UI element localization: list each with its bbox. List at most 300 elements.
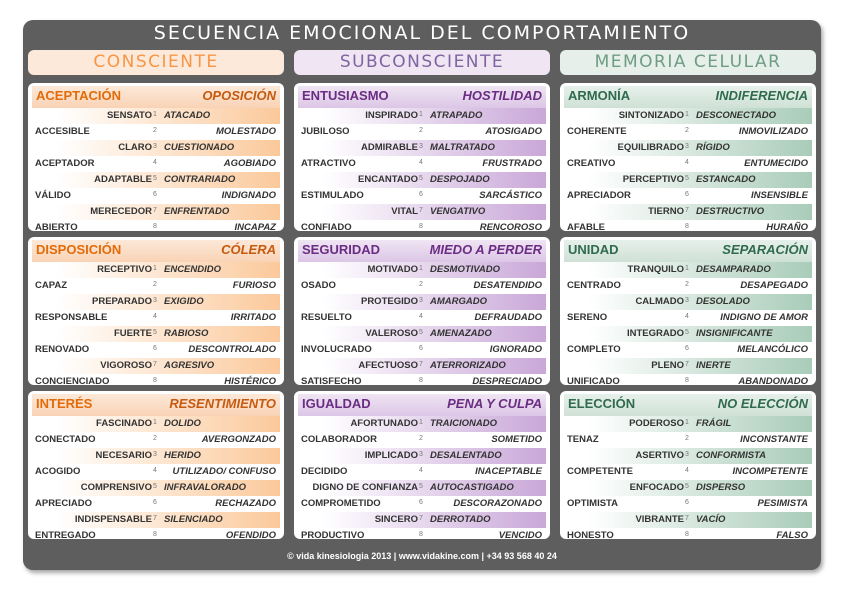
negative-emotion-title: OPOSICIÓN (202, 88, 276, 103)
negative-term: DESPRECIADO (472, 376, 542, 385)
positive-term: SERENO (567, 312, 608, 323)
positive-term: INTEGRADO (627, 328, 684, 339)
row-number: 7 (419, 207, 423, 214)
panel-header (564, 86, 812, 108)
positive-term: ACOGIDO (35, 466, 81, 477)
emotion-row (32, 172, 280, 188)
positive-term: VALEROSO (365, 328, 418, 339)
negative-term: ATRAPADO (430, 110, 483, 121)
row-number: 8 (153, 223, 157, 230)
row-number: 3 (419, 143, 423, 150)
positive-term: HONESTO (567, 530, 614, 539)
negative-term: INMOVILIZADO (738, 126, 808, 137)
page-title: SECUENCIA EMOCIONAL DEL COMPORTAMIENTO (153, 22, 691, 44)
negative-term: ATOSIGADO (485, 126, 542, 137)
emotion-row (564, 512, 812, 528)
negative-term: INDIGNO DE AMOR (720, 312, 808, 323)
emotion-panel (294, 237, 550, 385)
emotion-row (564, 140, 812, 156)
row-number: 4 (153, 159, 157, 166)
row-number: 5 (153, 329, 157, 336)
emotion-row (32, 374, 280, 385)
emotion-row (564, 188, 812, 204)
positive-term: NECESARIO (95, 450, 152, 461)
row-number: 7 (153, 207, 157, 214)
negative-term: SOMETIDO (491, 434, 542, 445)
emotion-row (564, 464, 812, 480)
emotion-row (298, 220, 546, 231)
positive-term: TIERNO (648, 206, 684, 217)
emotion-row (564, 448, 812, 464)
negative-term: SILENCIADO (164, 514, 223, 525)
row-number: 8 (153, 531, 157, 538)
emotion-row (32, 140, 280, 156)
panel-header (298, 394, 546, 416)
negative-emotion-title: RESENTIMIENTO (169, 396, 276, 411)
positive-term: EQUILIBRADO (617, 142, 684, 153)
positive-term: DECIDIDO (301, 466, 348, 477)
row-number: 7 (685, 361, 689, 368)
emotion-row (564, 108, 812, 124)
negative-term: FALSO (776, 530, 808, 539)
positive-term: CLARO (118, 142, 152, 153)
negative-term: IRRITADO (230, 312, 276, 323)
positive-term: PROTEGIDO (360, 296, 418, 307)
row-number: 7 (685, 207, 689, 214)
positive-term: ACCESIBLE (35, 126, 90, 137)
positive-term: COHERENTE (567, 126, 627, 137)
positive-term: AFABLE (567, 222, 605, 231)
positive-term: CREATIVO (567, 158, 616, 169)
negative-emotion-title: CÓLERA (221, 242, 276, 257)
emotion-row (32, 326, 280, 342)
row-number: 5 (419, 175, 423, 182)
row-number: 3 (153, 297, 157, 304)
positive-term: CALMADO (635, 296, 684, 307)
negative-term: DISPERSO (696, 482, 746, 493)
row-number: 3 (153, 451, 157, 458)
emotion-row (298, 140, 546, 156)
row-number: 8 (419, 223, 423, 230)
emotion-row (32, 528, 280, 539)
row-number: 4 (419, 159, 423, 166)
row-number: 8 (419, 531, 423, 538)
row-number: 3 (685, 297, 689, 304)
emotion-panel (28, 83, 284, 231)
positive-term: JUBILOSO (301, 126, 350, 137)
negative-term: FRUSTRADO (482, 158, 542, 169)
row-number: 1 (685, 111, 689, 118)
negative-term: DESAPEGADO (740, 280, 808, 291)
positive-term: INSPIRADO (365, 110, 418, 121)
emotion-row (564, 326, 812, 342)
emotion-row (298, 358, 546, 374)
negative-term: MALTRATADO (430, 142, 495, 153)
emotion-row (32, 220, 280, 231)
negative-term: ABANDONADO (738, 376, 808, 385)
positive-term: ABIERTO (35, 222, 78, 231)
row-number: 4 (685, 313, 689, 320)
emotion-row (32, 310, 280, 326)
row-number: 8 (685, 531, 689, 538)
emotion-row (298, 262, 546, 278)
negative-term: ATACADO (164, 110, 211, 121)
negative-term: CONFORMISTA (696, 450, 767, 461)
positive-term: CAPAZ (35, 280, 68, 291)
emotion-row (32, 432, 280, 448)
emotion-row (564, 294, 812, 310)
positive-emotion-title: UNIDAD (568, 242, 619, 257)
positive-term: COMPLETO (567, 344, 621, 355)
emotion-row (32, 448, 280, 464)
negative-term: OFENDIDO (225, 530, 276, 539)
row-number: 4 (685, 467, 689, 474)
row-number: 2 (419, 127, 423, 134)
row-number: 8 (419, 377, 423, 384)
row-number: 1 (419, 111, 423, 118)
emotion-row (298, 124, 546, 140)
emotion-row (32, 262, 280, 278)
row-number: 1 (153, 111, 157, 118)
negative-term: PESIMISTA (757, 498, 808, 509)
column-header-memoria-celular: MEMORIA CELULAR (560, 50, 816, 75)
row-number: 6 (419, 499, 423, 506)
row-number: 7 (153, 361, 157, 368)
emotion-row (564, 262, 812, 278)
negative-term: SARCÁSTICO (479, 190, 542, 201)
positive-term: COMPETENTE (567, 466, 633, 477)
negative-term: INFRAVALORADO (164, 482, 246, 493)
emotion-row (564, 310, 812, 326)
emotion-row (298, 432, 546, 448)
emotion-panel (28, 391, 284, 539)
emotion-row (564, 528, 812, 539)
emotion-panel (294, 391, 550, 539)
positive-term: INVOLUCRADO (301, 344, 372, 355)
emotion-row (32, 342, 280, 358)
negative-term: INSIGNIFICANTE (696, 328, 773, 339)
positive-emotion-title: SEGURIDAD (302, 242, 381, 257)
row-number: 8 (153, 377, 157, 384)
emotion-row (564, 496, 812, 512)
negative-term: VACÍO (696, 514, 726, 525)
positive-emotion-title: INTERÉS (36, 396, 93, 411)
negative-term: RENCOROSO (479, 222, 542, 231)
row-number: 6 (685, 345, 689, 352)
positive-term: ENFOCADO (629, 482, 684, 493)
positive-term: PREPARADO (92, 296, 152, 307)
row-number: 6 (685, 499, 689, 506)
positive-term: VIGOROSO (100, 360, 152, 371)
negative-term: UTILIZADO/ CONFUSO (172, 466, 276, 477)
positive-term: COLABORADOR (301, 434, 377, 445)
emotion-row (564, 432, 812, 448)
row-number: 5 (685, 175, 689, 182)
emotion-row (32, 512, 280, 528)
positive-term: VÁLIDO (35, 190, 71, 201)
positive-term: ATRACTIVO (301, 158, 356, 169)
emotion-row (32, 464, 280, 480)
panel-header (32, 394, 280, 416)
negative-term: HERIDO (164, 450, 201, 461)
negative-term: DESMOTIVADO (430, 264, 501, 275)
negative-term: DEFRAUDADO (474, 312, 542, 323)
negative-term: INCONSTANTE (740, 434, 808, 445)
row-number: 6 (685, 191, 689, 198)
emotion-row (298, 188, 546, 204)
positive-term: PODEROSO (629, 418, 684, 429)
emotion-row (32, 294, 280, 310)
row-number: 1 (153, 419, 157, 426)
negative-term: DESAMPARADO (696, 264, 771, 275)
row-number: 8 (685, 223, 689, 230)
positive-term: PLENO (651, 360, 684, 371)
emotion-row (32, 188, 280, 204)
emotion-panel (560, 237, 816, 385)
panel-header (32, 86, 280, 108)
emotion-row (298, 204, 546, 220)
negative-term: HURAÑO (766, 222, 808, 231)
panel-header (298, 86, 546, 108)
negative-term: INDIGNADO (221, 190, 276, 201)
row-number: 2 (685, 435, 689, 442)
negative-term: EXIGIDO (164, 296, 204, 307)
row-number: 5 (419, 483, 423, 490)
row-number: 7 (419, 361, 423, 368)
negative-term: DESCONECTADO (696, 110, 777, 121)
positive-emotion-title: ELECCIÓN (568, 396, 636, 411)
emotion-row (564, 358, 812, 374)
positive-term: SINTONIZADO (618, 110, 684, 121)
emotion-row (564, 416, 812, 432)
negative-term: ENCENDIDO (164, 264, 222, 275)
emotion-row (564, 278, 812, 294)
negative-term: ENFRENTADO (164, 206, 230, 217)
row-number: 2 (419, 435, 423, 442)
row-number: 1 (419, 419, 423, 426)
emotion-row (564, 220, 812, 231)
row-number: 5 (685, 483, 689, 490)
row-number: 2 (685, 127, 689, 134)
emotion-row (298, 374, 546, 385)
positive-term: COMPROMETIDO (301, 498, 381, 509)
row-number: 2 (419, 281, 423, 288)
positive-term: TRANQUILO (627, 264, 684, 275)
positive-emotion-title: DISPOSICIÓN (36, 242, 122, 257)
panel-header (298, 240, 546, 262)
column-header-consciente: CONSCIENTE (28, 50, 284, 75)
emotion-row (564, 156, 812, 172)
positive-term: INDISPENSABLE (74, 514, 152, 525)
positive-term: TENAZ (567, 434, 599, 445)
negative-term: HISTÉRICO (224, 376, 276, 385)
row-number: 4 (685, 159, 689, 166)
positive-term: ASERTIVO (635, 450, 684, 461)
negative-term: DESATENDIDO (473, 280, 542, 291)
row-number: 5 (153, 175, 157, 182)
emotion-row (298, 512, 546, 528)
emotion-row (32, 204, 280, 220)
positive-term: FASCINADO (96, 418, 152, 429)
footer-credits: © vida kinesiologia 2013 | www.vidakine.com | +34 93 568 40 24 (287, 551, 557, 561)
row-number: 3 (153, 143, 157, 150)
negative-term: CUESTIONADO (164, 142, 235, 153)
panel-header (564, 394, 812, 416)
negative-emotion-title: NO ELECCIÓN (717, 396, 808, 411)
negative-term: AGRESIVO (164, 360, 215, 371)
negative-term: FURIOSO (232, 280, 276, 291)
positive-term: CONCIENCIADO (35, 376, 110, 385)
row-number: 2 (153, 127, 157, 134)
positive-term: AFORTUNADO (350, 418, 418, 429)
positive-term: ENCANTADO (358, 174, 418, 185)
emotion-row (564, 124, 812, 140)
emotion-row (298, 294, 546, 310)
emotion-row (564, 342, 812, 358)
negative-emotion-title: PENA Y CULPA (447, 396, 542, 411)
positive-term: APRECIADOR (567, 190, 631, 201)
negative-term: DOLIDO (164, 418, 201, 429)
positive-term: OSADO (301, 280, 336, 291)
emotion-row (32, 416, 280, 432)
positive-term: ADMIRABLE (361, 142, 418, 153)
negative-term: MELANCÓLICO (737, 344, 808, 355)
row-number: 6 (153, 499, 157, 506)
positive-term: UNIFICADO (567, 376, 620, 385)
row-number: 5 (419, 329, 423, 336)
panel-header (564, 240, 812, 262)
negative-term: AUTOCASTIGADO (430, 482, 514, 493)
negative-emotion-title: INDIFERENCIA (715, 88, 808, 103)
negative-emotion-title: SEPARACIÓN (722, 242, 808, 257)
negative-term: ENTUMECIDO (744, 158, 808, 169)
negative-term: DESCORAZONADO (453, 498, 542, 509)
negative-term: DESCONTROLADO (188, 344, 276, 355)
positive-term: ESTIMULADO (301, 190, 364, 201)
emotion-panel (294, 83, 550, 231)
emotion-row (564, 172, 812, 188)
emotion-row (298, 528, 546, 539)
row-number: 1 (685, 265, 689, 272)
negative-term: IGNORADO (489, 344, 542, 355)
emotion-panel (560, 83, 816, 231)
negative-term: DESTRUCTIVO (696, 206, 765, 217)
positive-term: ACEPTADOR (35, 158, 95, 169)
positive-term: RECEPTIVO (97, 264, 152, 275)
row-number: 7 (419, 515, 423, 522)
emotion-row (298, 108, 546, 124)
positive-term: RENOVADO (35, 344, 90, 355)
row-number: 7 (153, 515, 157, 522)
negative-term: INERTE (696, 360, 731, 371)
positive-term: SINCERO (374, 514, 418, 525)
emotion-row (298, 464, 546, 480)
emotion-row (298, 496, 546, 512)
emotion-row (32, 358, 280, 374)
emotion-row (298, 342, 546, 358)
emotion-row (298, 416, 546, 432)
column-header-subconsciente: SUBCONSCIENTE (294, 50, 550, 75)
row-number: 3 (685, 143, 689, 150)
negative-term: FRÁGIL (696, 418, 732, 429)
positive-emotion-title: ACEPTACIÓN (36, 88, 121, 103)
negative-term: CONTRARIADO (164, 174, 236, 185)
positive-term: APRECIADO (35, 498, 93, 509)
emotion-row (298, 480, 546, 496)
emotion-row (32, 496, 280, 512)
positive-emotion-title: ARMONÍA (568, 88, 631, 103)
emotion-row (298, 156, 546, 172)
emotion-row (298, 310, 546, 326)
negative-term: AMARGADO (430, 296, 487, 307)
negative-term: MOLESTADO (216, 126, 276, 137)
emotion-row (32, 108, 280, 124)
emotion-row (32, 278, 280, 294)
negative-term: RECHAZADO (215, 498, 276, 509)
positive-emotion-title: IGUALDAD (302, 396, 371, 411)
emotion-row (32, 124, 280, 140)
emotion-panel (560, 391, 816, 539)
row-number: 4 (419, 313, 423, 320)
positive-term: IMPLICADO (364, 450, 418, 461)
positive-term: PERCEPTIVO (622, 174, 684, 185)
negative-term: INCAPAZ (234, 222, 276, 231)
negative-term: RABIOSO (164, 328, 209, 339)
row-number: 1 (153, 265, 157, 272)
positive-term: RESUELTO (301, 312, 352, 323)
row-number: 4 (153, 467, 157, 474)
positive-term: FUERTE (114, 328, 152, 339)
emotion-row (298, 278, 546, 294)
row-number: 8 (685, 377, 689, 384)
row-number: 3 (419, 451, 423, 458)
negative-term: ESTANCADO (696, 174, 756, 185)
positive-term: ENTREGADO (35, 530, 96, 539)
positive-emotion-title: ENTUSIASMO (302, 88, 389, 103)
row-number: 4 (153, 313, 157, 320)
negative-term: ATERRORIZADO (430, 360, 506, 371)
row-number: 4 (419, 467, 423, 474)
positive-term: SATISFECHO (301, 376, 362, 385)
negative-term: INSENSIBLE (750, 190, 808, 201)
negative-emotion-title: MIEDO A PERDER (429, 242, 542, 257)
row-number: 1 (685, 419, 689, 426)
emotion-row (564, 480, 812, 496)
panel-header (32, 240, 280, 262)
positive-term: CONFIADO (301, 222, 352, 231)
negative-emotion-title: HOSTILIDAD (462, 88, 542, 103)
negative-term: RÍGIDO (696, 142, 730, 153)
row-number: 2 (153, 281, 157, 288)
positive-term: VITAL (391, 206, 418, 217)
negative-term: AVERGONZADO (201, 434, 276, 445)
positive-term: AFECTUOSO (358, 360, 418, 371)
row-number: 6 (153, 191, 157, 198)
positive-term: COMPRENSIVO (80, 482, 152, 493)
emotion-row (298, 326, 546, 342)
positive-term: CONECTADO (35, 434, 96, 445)
negative-term: DERROTADO (430, 514, 491, 525)
row-number: 5 (153, 483, 157, 490)
positive-term: MOTIVADO (367, 264, 418, 275)
positive-term: OPTIMISTA (567, 498, 619, 509)
positive-term: CENTRADO (567, 280, 621, 291)
row-number: 5 (685, 329, 689, 336)
emotion-panel (28, 237, 284, 385)
negative-term: INCOMPETENTE (732, 466, 808, 477)
row-number: 3 (419, 297, 423, 304)
row-number: 6 (419, 191, 423, 198)
